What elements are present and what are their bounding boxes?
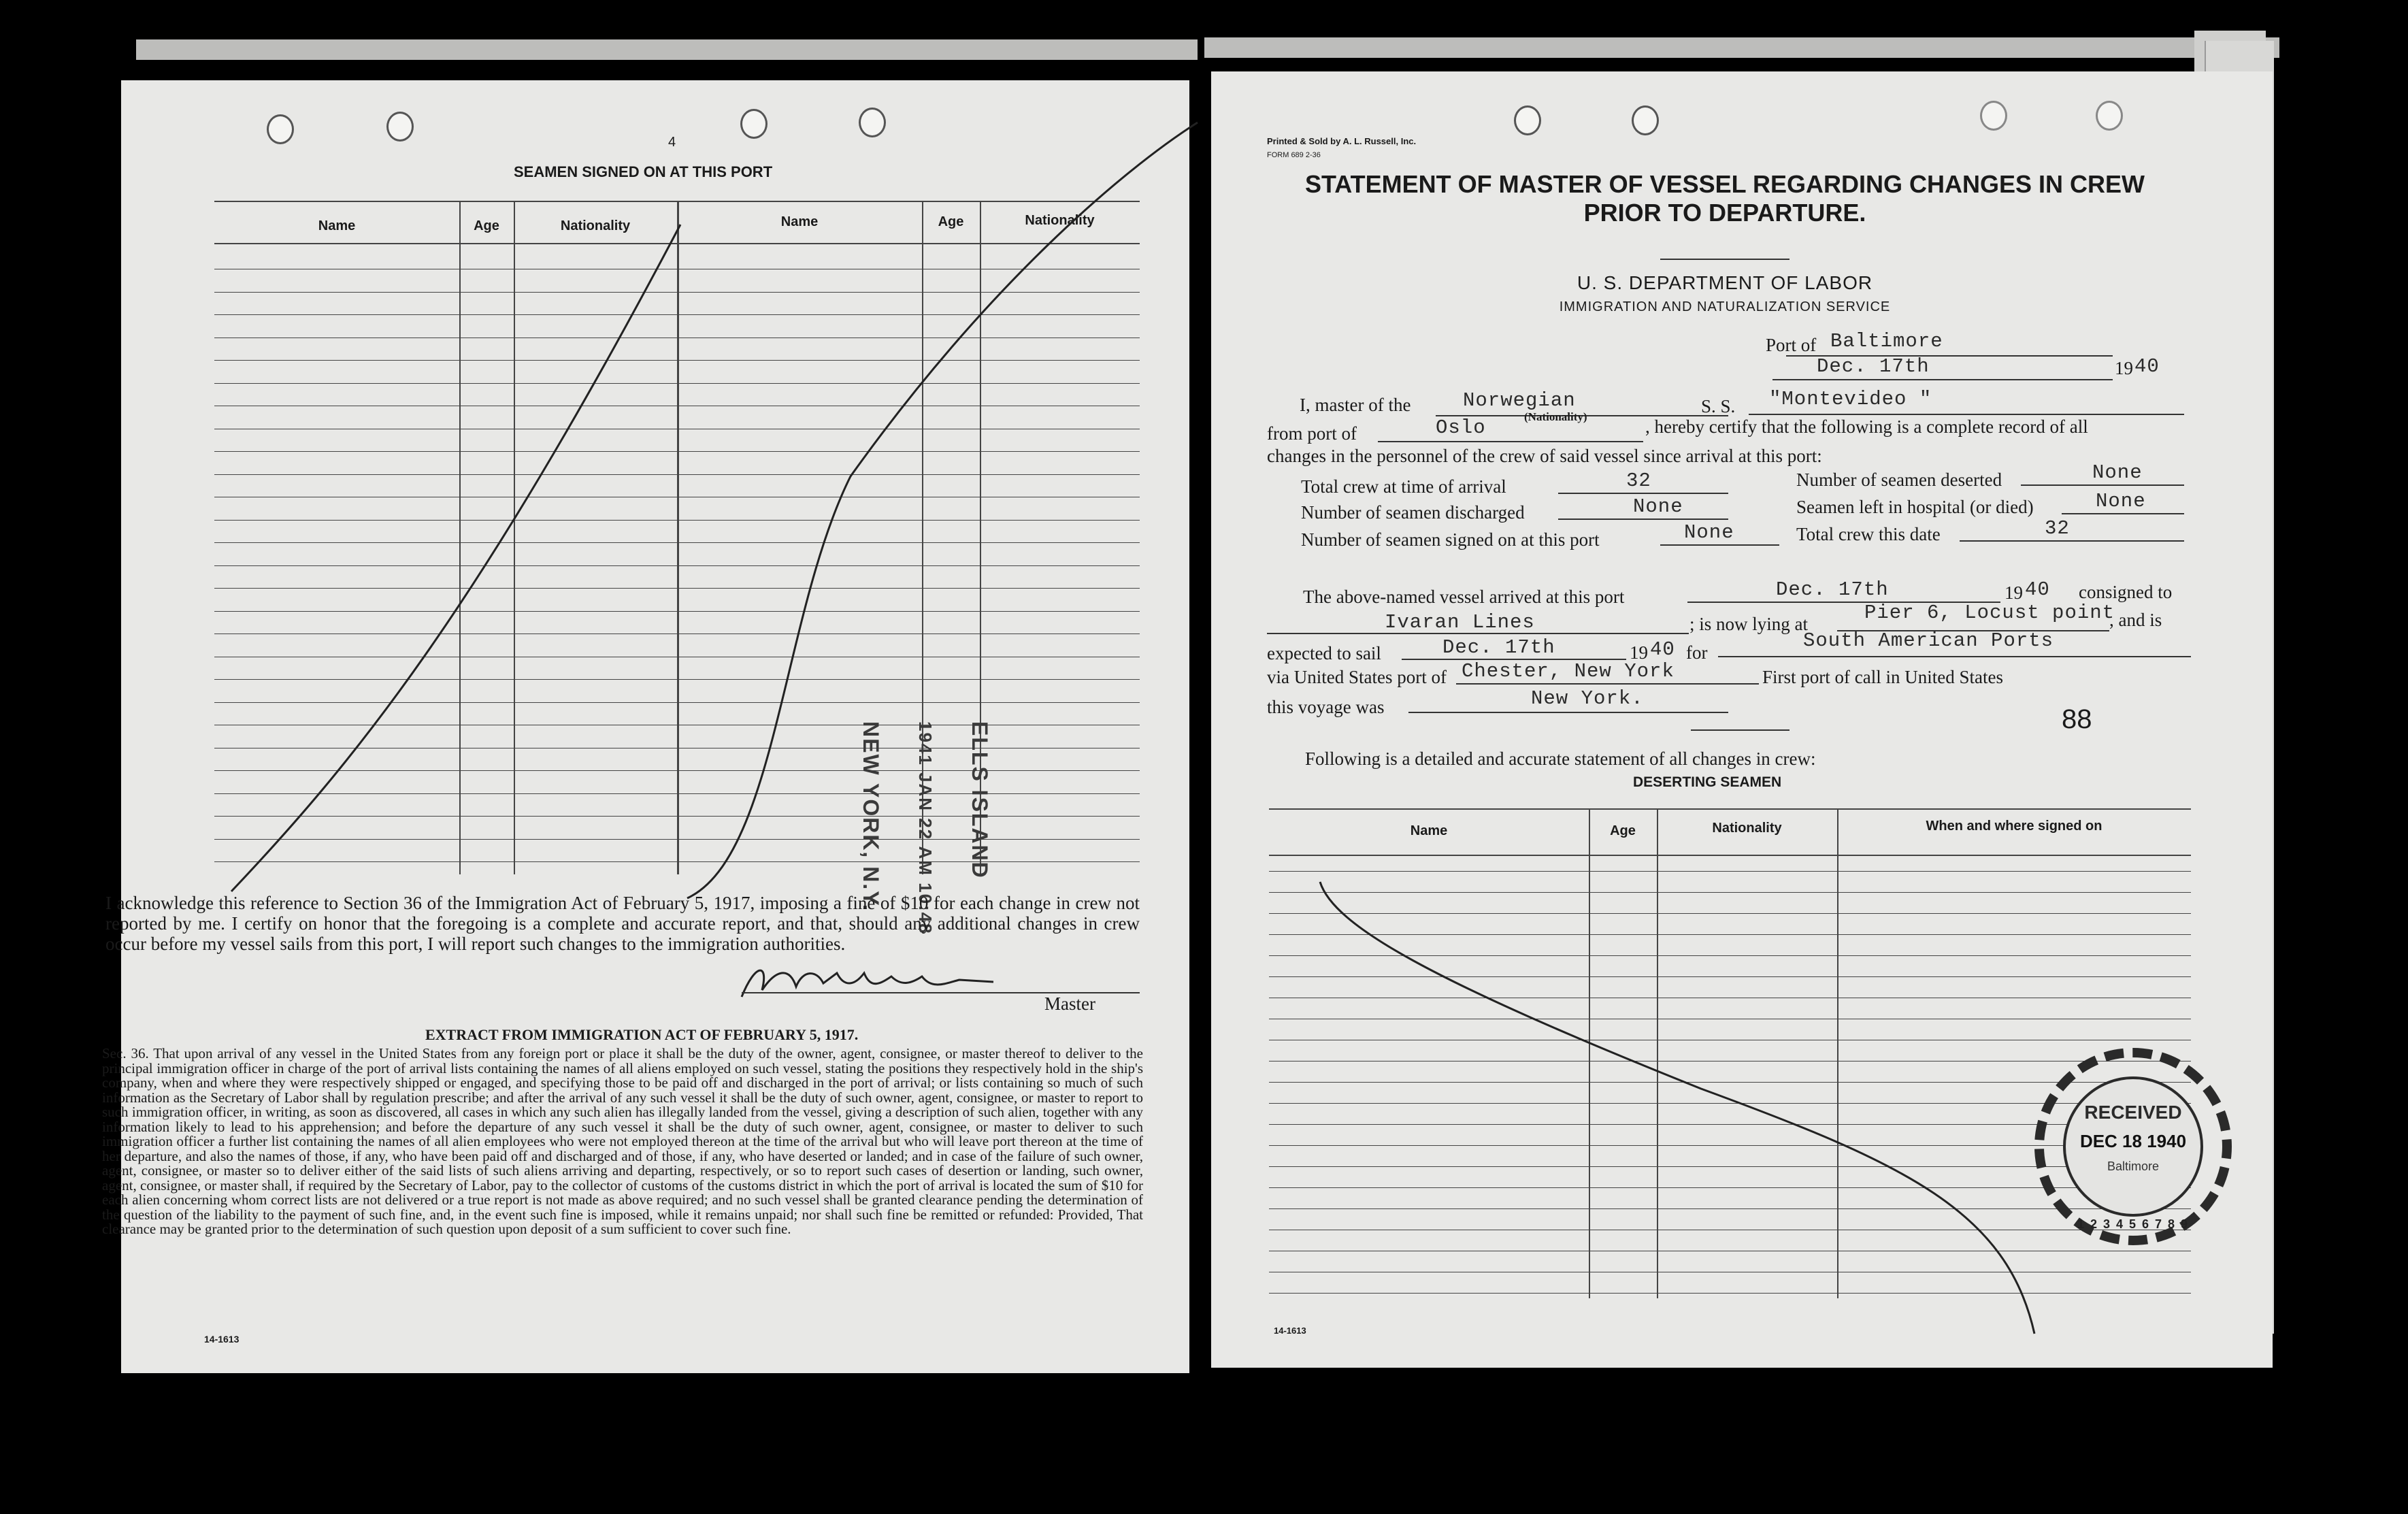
sail-year-prefix: 19	[1630, 642, 1648, 663]
printer-line: Printed & Sold by A. L. Russell, Inc.	[1267, 136, 1417, 146]
discharged-value: None	[1633, 495, 1683, 518]
first-port-value: New York.	[1531, 687, 1644, 710]
consigned-label: consigned to	[2079, 582, 2173, 602]
first-port-label: First port of call in United States	[1762, 667, 2003, 687]
hospital-value: None	[2096, 490, 2146, 512]
destination-value: South American Ports	[1803, 629, 2054, 652]
expected-label: expected to sail	[1267, 643, 1381, 663]
col-header-nationality-2: Nationality	[1025, 213, 1095, 228]
stamp-date: DEC 18 1940	[2079, 1131, 2187, 1151]
sail-year-suffix: 40	[1650, 638, 1675, 661]
arrived-date: Dec. 17th	[1776, 578, 1889, 601]
master-of-label: I, master of the	[1300, 395, 1411, 415]
master-label: Master	[1044, 993, 1095, 1014]
via-label: via United States port of	[1267, 667, 1447, 687]
consignee-value: Ivaran Lines	[1385, 611, 1535, 633]
stamp-line: ELLS ISLAND	[968, 721, 992, 879]
following-label: Following is a detailed and accurate statement of all changes in crew:	[1305, 748, 1816, 769]
year-suffix: 40	[2134, 355, 2160, 378]
discharged-label: Number of seamen discharged	[1301, 502, 1525, 523]
total-crew-arrival-label: Total crew at time of arrival	[1301, 476, 1506, 497]
date-value: Dec. 17th	[1817, 355, 1930, 378]
stamp-ring-digits: 1 2 3 4 5 6 7 8 9	[2077, 1217, 2190, 1231]
nationality-caption: (Nationality)	[1524, 410, 1587, 423]
col-header-age: Age	[1610, 823, 1636, 838]
section-title: SEAMEN SIGNED ON AT THIS PORT	[514, 163, 773, 180]
lying-label: ; is now lying at	[1689, 614, 1808, 634]
department: U. S. DEPARTMENT OF LABOR	[1577, 272, 1873, 293]
form-number-right: 14-1613	[1274, 1326, 1306, 1336]
acknowledgement-text: I acknowledge this reference to Section 36 of the Immigration Act of February 5, 1917, imposing a fine of $10 for each change in crew not reported by me. I certify on honor that the foregoing is a complete and accurate report, and that, should any additional changes in crew occur before my vessel sails from this port, I will report such changes to the immigration authorities.	[105, 893, 1140, 954]
total-crew-arrival-value: 32	[1626, 470, 1651, 492]
signed-on-label: Number of seamen signed on at this port	[1301, 529, 1600, 550]
service: IMMIGRATION AND NATURALIZATION SERVICE	[1559, 299, 1891, 314]
stamp-place: Baltimore	[2107, 1159, 2160, 1173]
extract-body: Sec. 36. That upon arrival of any vessel in the United States from any foreign port or place it shall be the duty of the owner, agent, consignee, or master thereof to deliver to the principal immigration officer in charge of the port of arrival lists containing the names of all aliens employed on such vessel, stating the positions they respectively hold in the ship's company, when and where they were respectively shipped or engaged, and specifying those to be paid off and discharged in the port of arrival; or lists containing so much of such information as the Secretary of Labor shall by regulation prescribe; and after the arrival of any such vessel it shall be the duty of such owner, agent, consignee, or master to report to such immigration officer, in writing, as soon as discovered, all cases in which any such alien has illegally landed from the vessel, giving a description of such alien, together with any information likely to lead to his apprehension; and before the departure of any such vessel it shall be the duty of such owner, agent, consignee, or master to deliver to such immigration officer a further list containing the names of all alien employees who were not employed thereon at the time of the arrival but who will leave port thereon at the time of her departure, and also the names of those, if any, who have been paid off and discharged and of those, if any, who have deserted or landed; and in case of the failure of such owner, agent, consignee, or master so to deliver either of the said lists of such aliens arriving and departing, respectively, or so to report such cases of desertion or landing, such owner, agent, consignee, or master shall, if required by the Secretary of Labor, pay to the collector of customs of the customs district in which the port of arrival is located the sum of $10 for each alien concerning whom correct lists are not delivered or a true report is not made as above required; and no such vessel shall be granted clearance pending the determination of the question of the liability to the payment of such fine, and, in the event such fine is imposed, while it remains unpaid; nor shall such fine be remitted or refunded: Provided, That clearance may be granted prior to the determination of such question upon deposit of a sum sufficient to cover such fine.	[102, 1045, 1143, 1237]
total-crew-date-value: 32	[2045, 517, 2070, 540]
from-port-label: from port of	[1267, 423, 1357, 444]
vessel-name: "Montevideo "	[1769, 388, 1932, 410]
received-stamp	[2034, 1048, 2232, 1245]
col-header-nationality: Nationality	[560, 218, 631, 233]
form-number-left: 14-1613	[204, 1334, 240, 1345]
col-header-age: Age	[474, 218, 499, 233]
extract-title: EXTRACT FROM IMMIGRATION ACT OF FEBRUARY 5, 1917.	[425, 1026, 859, 1043]
stamp-line: 1941 JAN 22 AM 10:48	[915, 721, 936, 935]
deserted-label: Number of seamen deserted	[1796, 470, 2002, 490]
nationality-value: Norwegian	[1463, 389, 1576, 412]
arrived-year-prefix: 19	[2005, 582, 2023, 603]
form-title-line-2: PRIOR TO DEPARTURE.	[1583, 199, 1866, 227]
arrived-label: The above-named vessel arrived at this port	[1303, 587, 1625, 607]
col-header-nationality: Nationality	[1712, 821, 1782, 836]
form-code: FORM 689 2-36	[1267, 151, 1321, 159]
col-header-age-2: Age	[938, 214, 964, 229]
stamp-received: RECEIVED	[2084, 1102, 2182, 1123]
hospital-label: Seamen left in hospital (or died)	[1796, 497, 2034, 517]
stamp-line: NEW YORK, N.Y.	[859, 721, 883, 912]
deserting-title: DESERTING SEAMEN	[1633, 774, 1782, 790]
ss-label: S. S.	[1701, 396, 1736, 416]
deserted-value: None	[2092, 461, 2143, 484]
lying-at-value: Pier 6, Locust point	[1864, 602, 2115, 624]
from-port-value: Oslo	[1436, 416, 1486, 439]
sail-date: Dec. 17th	[1442, 636, 1555, 659]
col-header-name: Name	[1410, 823, 1448, 838]
certify-text: , hereby certify that the following is a complete record of all	[1645, 416, 2088, 437]
arrived-year-suffix: 40	[2025, 578, 2050, 601]
total-crew-date-label: Total crew this date	[1796, 524, 1941, 544]
col-header-name: Name	[318, 218, 356, 233]
and-is-label: , and is	[2109, 610, 2162, 630]
col-header-when-where: When and where signed on	[1926, 819, 2102, 834]
for-label: for	[1686, 642, 1708, 663]
form-title-line-1: STATEMENT OF MASTER OF VESSEL REGARDING CHANGES IN CREW	[1304, 170, 2145, 198]
via-ports-value: Chester, New York	[1462, 660, 1675, 682]
voyage-label: this voyage was	[1267, 697, 1385, 717]
port-of-value: Baltimore	[1830, 330, 1943, 352]
year-prefix: 19	[2115, 358, 2133, 378]
certify-text-2: changes in the personnel of the crew of said vessel since arrival at this port:	[1267, 446, 1822, 466]
page-mark: 4	[668, 135, 676, 150]
port-of-label: Port of	[1766, 335, 1817, 355]
signed-on-value: None	[1684, 521, 1734, 544]
col-header-name-2: Name	[780, 214, 819, 229]
handwritten-number: 88	[2062, 704, 2092, 734]
